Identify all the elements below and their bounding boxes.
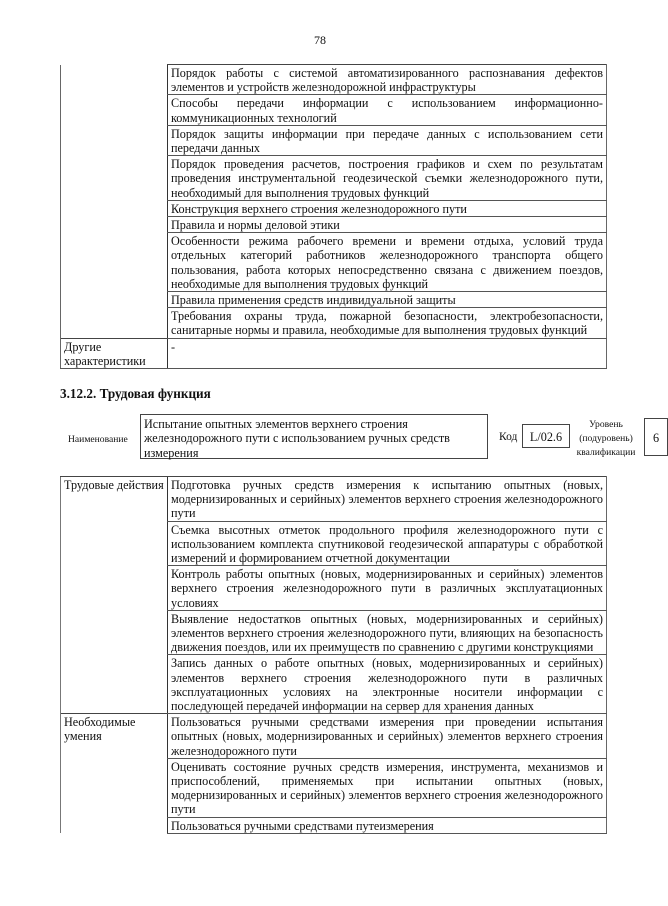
knowledge-item: Конструкция верхнего строения железнодорожного пути bbox=[168, 200, 607, 216]
skill-item: Пользоваться ручными средствами измерения при проведении испытания опытных (новых, модернизированных и серийных) элементов верхнего строения железнодорожного пути bbox=[168, 714, 607, 759]
table-row bbox=[61, 65, 607, 95]
name-label: Наименование bbox=[68, 434, 128, 445]
level-label: Уровень (подуровень) квалификации bbox=[576, 419, 636, 458]
function-name: Испытание опытных элементов верхнего строения железнодорожного пути с использованием ручных средств измерения bbox=[140, 414, 488, 459]
row-label-cell bbox=[61, 610, 168, 655]
table-row bbox=[61, 566, 607, 611]
row-label-cell bbox=[61, 758, 168, 817]
other-value: - bbox=[168, 338, 607, 368]
code-value: L/02.6 bbox=[522, 424, 570, 448]
table-row bbox=[61, 95, 607, 125]
row-label-cell bbox=[61, 217, 168, 233]
knowledge-item: Порядок защиты информации при передаче данных с использованием сети передачи данных bbox=[168, 125, 607, 155]
row-label-cell bbox=[61, 200, 168, 216]
knowledge-table bbox=[60, 64, 607, 369]
row-label-cell bbox=[61, 156, 168, 201]
table-row bbox=[61, 655, 607, 714]
section-heading: 3.12.2. Трудовая функция bbox=[60, 386, 211, 401]
table-row bbox=[61, 308, 607, 338]
table-row bbox=[61, 233, 607, 292]
table-row bbox=[61, 521, 607, 566]
row-label-cell bbox=[61, 817, 168, 833]
row-label-cell bbox=[61, 566, 168, 611]
function-table bbox=[60, 476, 607, 834]
level-value: 6 bbox=[644, 418, 668, 456]
skill-item: Оценивать состояние ручных средств измерения, инструмента, механизмов и приспособлений, применяемых при испытании опытных (новых, модернизированных и серийных) элементов верхнего строения железнодорожного пути bbox=[168, 758, 607, 817]
skill-item: Пользоваться ручными средствами путеизмерения bbox=[168, 817, 607, 833]
action-item: Подготовка ручных средств измерения к испытанию опытных (новых, модернизированных и серийных) элементов верхнего строения железнодорожного пути bbox=[168, 477, 607, 522]
knowledge-item: Порядок работы с системой автоматизированного распознавания дефектов элементов и устройств железнодорожной инфраструктуры bbox=[168, 65, 607, 95]
skills-label: Необходимые умения bbox=[61, 714, 168, 759]
action-item: Запись данных о работе опытных (новых, модернизированных и серийных) элементов верхнего строения железнодорожного пути в различных эксплуатационных условиях на электронные носители информации с последующей передачей информации на сервер для хранения данных bbox=[168, 655, 607, 714]
table-row bbox=[61, 477, 607, 522]
row-label-cell bbox=[61, 125, 168, 155]
row-label-cell bbox=[61, 233, 168, 292]
table-row bbox=[61, 125, 607, 155]
table-row bbox=[61, 292, 607, 308]
row-label-cell bbox=[61, 95, 168, 125]
knowledge-item: Правила применения средств индивидуальной защиты bbox=[168, 292, 607, 308]
row-label-cell bbox=[61, 655, 168, 714]
knowledge-item: Требования охраны труда, пожарной безопасности, электробезопасности, санитарные нормы и правила, необходимые для выполнения трудовых функций bbox=[168, 308, 607, 338]
knowledge-item: Особенности режима рабочего времени и времени отдыха, условий труда отдельных категорий работников железнодорожного транспорта общего пользования, работа которых непосредственно связана с движением поездов, необходимые для выполнения трудовых функций bbox=[168, 233, 607, 292]
table-row bbox=[61, 610, 607, 655]
table-row bbox=[61, 217, 607, 233]
knowledge-item: Правила и нормы деловой этики bbox=[168, 217, 607, 233]
action-item: Контроль работы опытных (новых, модернизированных и серийных) элементов верхнего строения железнодорожного пути в различных эксплуатационных условиях bbox=[168, 566, 607, 611]
table-row bbox=[61, 817, 607, 833]
row-label-cell bbox=[61, 521, 168, 566]
page-number: 78 bbox=[314, 33, 326, 47]
action-item: Съемка высотных отметок продольного профиля железнодорожного пути с использованием комплекта спутниковой геодезической аппаратуры с обработкой измерений и формированием отчетной документации bbox=[168, 521, 607, 566]
code-label: Код bbox=[499, 431, 518, 443]
row-label-cell bbox=[61, 308, 168, 338]
table-row bbox=[61, 338, 607, 368]
table-row bbox=[61, 714, 607, 759]
table-row bbox=[61, 758, 607, 817]
row-label-cell bbox=[61, 292, 168, 308]
actions-label: Трудовые действия bbox=[61, 477, 168, 522]
other-label: Другие характеристики bbox=[61, 338, 168, 368]
function-header bbox=[60, 414, 660, 464]
row-label-cell bbox=[61, 65, 168, 95]
table-row bbox=[61, 156, 607, 201]
knowledge-item: Порядок проведения расчетов, построения графиков и схем по результатам проведения инструментальной геодезической съемки железнодорожного пути, необходимый для выполнения трудовых функций bbox=[168, 156, 607, 201]
knowledge-item: Способы передачи информации с использованием информационно-коммуникационных технологий bbox=[168, 95, 607, 125]
action-item: Выявление недостатков опытных (новых, модернизированных и серийных) элементов верхнего строения железнодорожного пути, влияющих на безопасность движения поездов, или их преимуществ по сравнению с другими конструкциями bbox=[168, 610, 607, 655]
table-row bbox=[61, 200, 607, 216]
